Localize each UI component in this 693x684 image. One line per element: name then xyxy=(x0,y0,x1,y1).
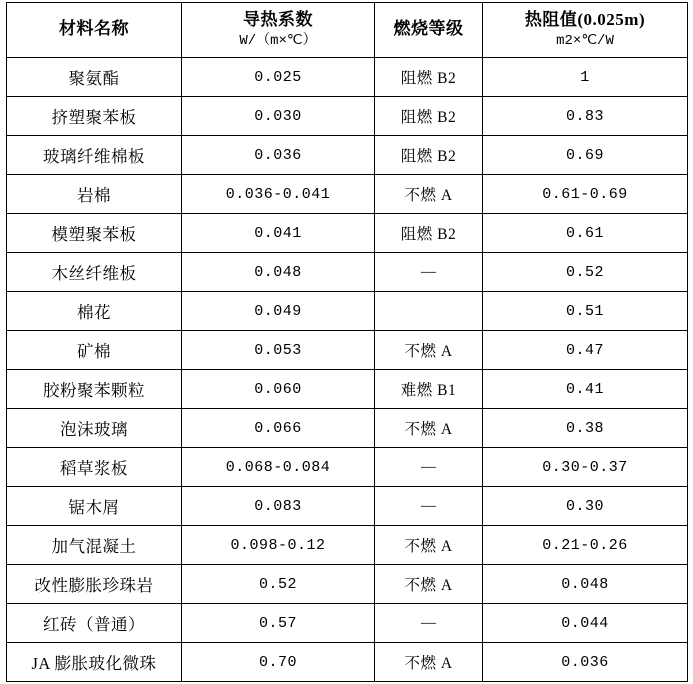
column-header-thermal-conductivity xyxy=(182,3,375,58)
cell-thermal-conductivity: 0.036 xyxy=(182,136,375,175)
table-row xyxy=(7,175,688,214)
column-header-material-name-main: 材料名称 xyxy=(59,18,129,38)
cell-burning-grade: 不燃 A xyxy=(375,175,483,214)
cell-thermal-resistance: 0.69 xyxy=(483,136,688,175)
cell-material-name: 木丝纤维板 xyxy=(7,253,182,292)
cell-thermal-resistance: 0.38 xyxy=(483,409,688,448)
cell-thermal-resistance: 0.036 xyxy=(483,643,688,682)
cell-thermal-resistance: 0.044 xyxy=(483,604,688,643)
cell-material-name: 加气混凝土 xyxy=(7,526,182,565)
column-header-thermal-conductivity-unit: W/（m×℃） xyxy=(239,33,317,50)
column-header-burning-grade xyxy=(375,3,483,58)
cell-thermal-conductivity: 0.066 xyxy=(182,409,375,448)
table-row xyxy=(7,253,688,292)
table-header-row xyxy=(7,3,688,58)
table-row xyxy=(7,97,688,136)
table-body xyxy=(7,58,688,682)
cell-material-name: 改性膨胀珍珠岩 xyxy=(7,565,182,604)
cell-thermal-conductivity: 0.098-0.12 xyxy=(182,526,375,565)
cell-thermal-resistance: 0.41 xyxy=(483,370,688,409)
cell-burning-grade: 不燃 A xyxy=(375,526,483,565)
cell-burning-grade: — xyxy=(375,448,483,487)
table-row xyxy=(7,370,688,409)
cell-thermal-conductivity: 0.068-0.084 xyxy=(182,448,375,487)
table-row xyxy=(7,136,688,175)
column-header-thermal-conductivity-main: 导热系数 xyxy=(243,10,313,30)
cell-thermal-conductivity: 0.060 xyxy=(182,370,375,409)
table-row xyxy=(7,526,688,565)
cell-thermal-resistance: 0.048 xyxy=(483,565,688,604)
cell-burning-grade: 不燃 A xyxy=(375,409,483,448)
cell-thermal-resistance: 0.61 xyxy=(483,214,688,253)
table-row xyxy=(7,409,688,448)
table-row xyxy=(7,292,688,331)
cell-thermal-resistance: 1 xyxy=(483,58,688,97)
cell-material-name: 矿棉 xyxy=(7,331,182,370)
cell-thermal-conductivity: 0.030 xyxy=(182,97,375,136)
column-header-burning-grade-main: 燃烧等级 xyxy=(393,18,464,38)
table-row xyxy=(7,643,688,682)
cell-thermal-conductivity: 0.036-0.041 xyxy=(182,175,375,214)
cell-burning-grade: — xyxy=(375,604,483,643)
cell-material-name: 泡沫玻璃 xyxy=(7,409,182,448)
cell-burning-grade: 阻燃 B2 xyxy=(375,136,483,175)
table-header xyxy=(7,3,688,58)
cell-burning-grade: 不燃 A xyxy=(375,643,483,682)
cell-thermal-resistance: 0.21-0.26 xyxy=(483,526,688,565)
cell-burning-grade: 不燃 A xyxy=(375,331,483,370)
column-header-material-name xyxy=(7,3,182,58)
cell-thermal-resistance: 0.30-0.37 xyxy=(483,448,688,487)
cell-thermal-conductivity: 0.041 xyxy=(182,214,375,253)
cell-thermal-conductivity: 0.083 xyxy=(182,487,375,526)
cell-burning-grade xyxy=(375,292,483,331)
cell-thermal-conductivity: 0.049 xyxy=(182,292,375,331)
table-row xyxy=(7,565,688,604)
cell-thermal-resistance: 0.61-0.69 xyxy=(483,175,688,214)
cell-burning-grade: — xyxy=(375,253,483,292)
cell-material-name: 挤塑聚苯板 xyxy=(7,97,182,136)
cell-burning-grade: 阻燃 B2 xyxy=(375,97,483,136)
cell-material-name: 模塑聚苯板 xyxy=(7,214,182,253)
cell-thermal-conductivity: 0.053 xyxy=(182,331,375,370)
column-header-thermal-resistance-main: 热阻值(0.025m) xyxy=(524,10,646,30)
table-row xyxy=(7,214,688,253)
document-page xyxy=(0,2,693,684)
cell-material-name: 岩棉 xyxy=(7,175,182,214)
table-row xyxy=(7,331,688,370)
cell-burning-grade: — xyxy=(375,487,483,526)
cell-burning-grade: 不燃 A xyxy=(375,565,483,604)
cell-material-name: 棉花 xyxy=(7,292,182,331)
cell-thermal-resistance: 0.30 xyxy=(483,487,688,526)
table-row xyxy=(7,604,688,643)
cell-burning-grade: 难燃 B1 xyxy=(375,370,483,409)
cell-material-name: 聚氨酯 xyxy=(7,58,182,97)
material-properties-table xyxy=(6,2,688,682)
table-row xyxy=(7,448,688,487)
cell-thermal-resistance: 0.47 xyxy=(483,331,688,370)
cell-material-name: 稻草浆板 xyxy=(7,448,182,487)
cell-thermal-conductivity: 0.52 xyxy=(182,565,375,604)
cell-material-name: 玻璃纤维棉板 xyxy=(7,136,182,175)
cell-material-name: 锯木屑 xyxy=(7,487,182,526)
cell-burning-grade: 阻燃 B2 xyxy=(375,214,483,253)
column-header-thermal-resistance-unit: m2×℃/W xyxy=(556,33,614,50)
cell-material-name: JA 膨胀玻化微珠 xyxy=(7,643,182,682)
cell-thermal-resistance: 0.83 xyxy=(483,97,688,136)
cell-thermal-conductivity: 0.048 xyxy=(182,253,375,292)
cell-material-name: 红砖（普通） xyxy=(7,604,182,643)
column-header-thermal-resistance xyxy=(483,3,688,58)
table-row xyxy=(7,487,688,526)
cell-thermal-conductivity: 0.70 xyxy=(182,643,375,682)
table-row xyxy=(7,58,688,97)
cell-thermal-resistance: 0.51 xyxy=(483,292,688,331)
cell-burning-grade: 阻燃 B2 xyxy=(375,58,483,97)
cell-thermal-resistance: 0.52 xyxy=(483,253,688,292)
cell-thermal-conductivity: 0.57 xyxy=(182,604,375,643)
cell-thermal-conductivity: 0.025 xyxy=(182,58,375,97)
cell-material-name: 胶粉聚苯颗粒 xyxy=(7,370,182,409)
